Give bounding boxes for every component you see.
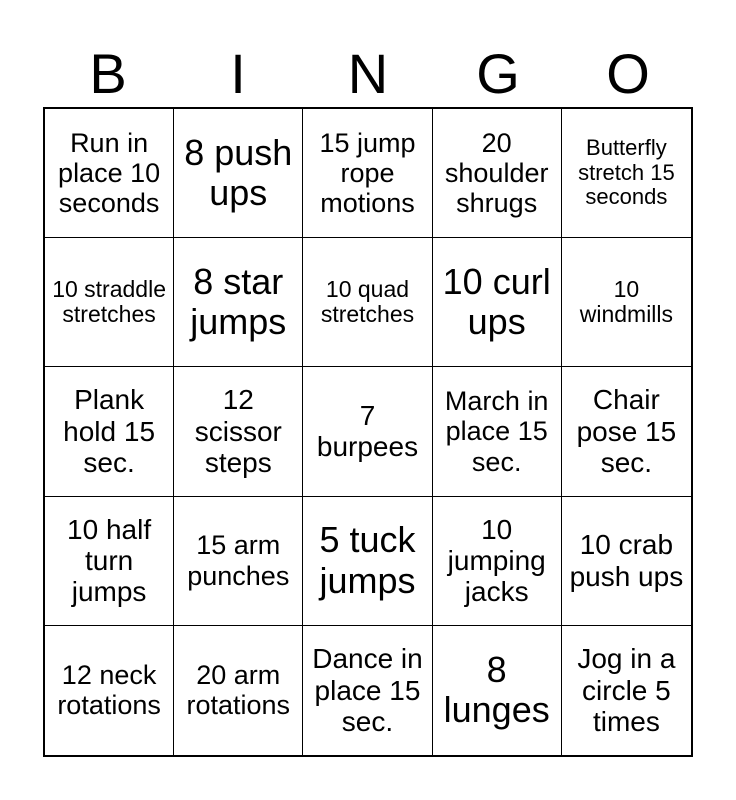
- cell-text: 15 jump rope motions: [319, 127, 416, 219]
- bingo-cell[interactable]: [303, 367, 432, 496]
- header-letter-o: O: [606, 42, 650, 105]
- cell-text: Jog in a circle 5 times: [577, 643, 676, 738]
- cell-text: Butterfly stretch 15 seconds: [578, 135, 675, 210]
- bingo-cell[interactable]: [174, 367, 303, 496]
- bingo-cell[interactable]: [303, 626, 432, 755]
- cell-text: 20 shoulder shrugs: [444, 127, 549, 219]
- bingo-cell[interactable]: [45, 626, 174, 755]
- bingo-cell[interactable]: [562, 497, 691, 626]
- cell-text: 10 quad stretches: [320, 275, 415, 328]
- bingo-cell[interactable]: [45, 367, 174, 496]
- header-letter-i: I: [230, 42, 246, 105]
- cell-text: 10 curl ups: [442, 260, 551, 343]
- cell-text: Dance in place 15 sec.: [312, 643, 423, 738]
- bingo-cell[interactable]: [174, 497, 303, 626]
- cell-text: 12 neck rotations: [57, 660, 161, 721]
- bingo-cell[interactable]: [433, 367, 562, 496]
- header-letter-g: G: [476, 42, 520, 105]
- header-letter-b: B: [89, 42, 127, 105]
- cell-text: 10 half turn jumps: [67, 513, 152, 608]
- bingo-cell[interactable]: [303, 238, 432, 367]
- bingo-cell[interactable]: [433, 626, 562, 755]
- cell-text: 8 push ups: [184, 131, 293, 214]
- cell-text: 8 lunges: [443, 649, 550, 731]
- bingo-cell[interactable]: [303, 497, 432, 626]
- cell-text: March in place 15 sec.: [444, 386, 549, 477]
- bingo-cell[interactable]: [45, 497, 174, 626]
- cell-text: Plank hold 15 sec.: [63, 384, 156, 479]
- cell-text: 12 scissor steps: [194, 384, 282, 479]
- cell-text: 10 straddle stretches: [52, 275, 166, 328]
- bingo-cell[interactable]: [562, 367, 691, 496]
- cell-text: 10 windmills: [579, 275, 674, 328]
- cell-text: Chair pose 15 sec.: [576, 384, 677, 479]
- bingo-cell[interactable]: [433, 497, 562, 626]
- bingo-header: [43, 40, 693, 108]
- bingo-cell[interactable]: [562, 109, 691, 238]
- bingo-cell[interactable]: [433, 238, 562, 367]
- bingo-cell[interactable]: [174, 109, 303, 238]
- cell-text: Run in place 10 seconds: [58, 127, 161, 219]
- bingo-cell[interactable]: [303, 109, 432, 238]
- cell-text: 5 tuck jumps: [319, 519, 416, 601]
- cell-text: 20 arm rotations: [186, 660, 291, 721]
- bingo-cell[interactable]: [433, 109, 562, 238]
- cell-text: 10 jumping jacks: [447, 513, 546, 608]
- bingo-cell[interactable]: [45, 109, 174, 238]
- bingo-cell[interactable]: [174, 238, 303, 367]
- cell-text: 7 burpees: [316, 400, 419, 463]
- cell-text: 10 crab push ups: [569, 529, 684, 592]
- cell-text: 8 star jumps: [190, 260, 287, 343]
- bingo-cell[interactable]: [174, 626, 303, 755]
- header-letter-n: N: [347, 42, 389, 105]
- bingo-cell[interactable]: [562, 626, 691, 755]
- cell-text: 15 arm punches: [187, 530, 290, 591]
- bingo-cell[interactable]: [45, 238, 174, 367]
- bingo-cell[interactable]: [562, 238, 691, 367]
- bingo-board: [43, 107, 693, 757]
